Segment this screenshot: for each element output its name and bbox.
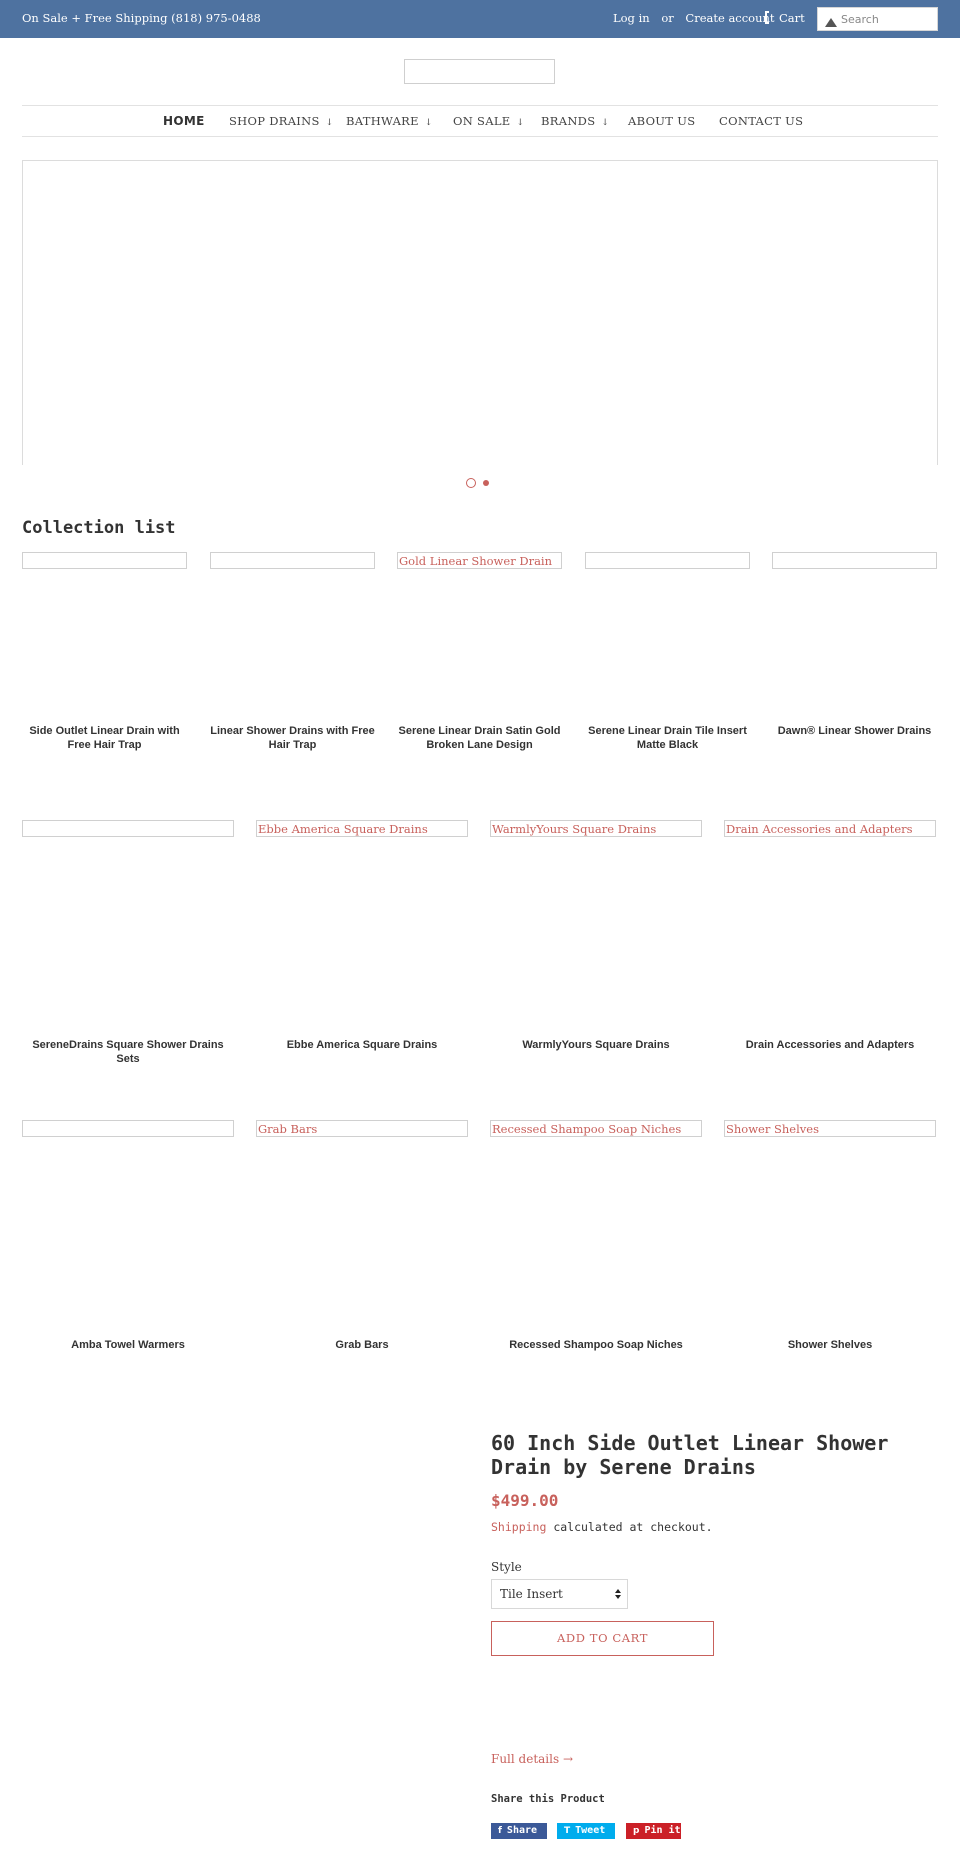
collection-title[interactable]: Side Outlet Linear Drain with Free Hair Trap [29, 725, 180, 751]
collection-image[interactable] [210, 552, 375, 569]
share-title: Share this Product [491, 1793, 605, 1805]
share-label: Share [506, 1825, 538, 1836]
shipping-link[interactable]: Shipping [491, 1520, 547, 1534]
product-title: 60 Inch Side Outlet Linear Shower Drain by Serene Drains [491, 1431, 889, 1479]
collection-image[interactable]: Gold Linear Shower Drain [397, 552, 562, 569]
account-links [613, 11, 783, 25]
collection-image[interactable]: Recessed Shampoo Soap Niches [490, 1120, 702, 1137]
login-link[interactable]: Log in [613, 11, 650, 25]
nav-item-brands[interactable]: BRANDS ↓ [541, 114, 610, 128]
or-text: or [661, 11, 674, 25]
slide-dot-1[interactable] [466, 478, 476, 488]
hero-slideshow[interactable] [22, 160, 938, 465]
nav-item-on-sale[interactable]: ON SALE ↓ [453, 114, 525, 128]
pinterest-icon: p [633, 1826, 640, 1836]
create-account-link[interactable]: Create account [685, 11, 775, 25]
collection-title[interactable]: Grab Bars [335, 1339, 389, 1351]
style-select[interactable] [491, 1579, 628, 1609]
pin-label: Pin it [644, 1825, 681, 1836]
slide-dot-2[interactable] [483, 480, 489, 486]
facebook-icon: f [498, 1826, 502, 1836]
cart-label: Cart [779, 11, 805, 25]
site-logo[interactable] [404, 59, 555, 84]
announcement-bar [0, 0, 960, 38]
collection-image[interactable]: WarmlyYours Square Drains [490, 820, 702, 837]
collection-title[interactable]: Drain Accessories and Adapters [745, 1039, 915, 1051]
collection-image[interactable]: Shower Shelves [724, 1120, 936, 1137]
share-twitter-button[interactable] [557, 1823, 615, 1839]
collection-title[interactable]: Recessed Shampoo Soap Niches [509, 1339, 683, 1351]
nav-item-bathware[interactable]: BATHWARE ↓ [346, 114, 433, 128]
collection-image[interactable] [22, 1120, 234, 1137]
collection-title[interactable]: Amba Towel Warmers [71, 1339, 185, 1351]
search-box[interactable] [817, 7, 938, 31]
cart-link[interactable] [765, 11, 805, 25]
style-label: Style [491, 1560, 522, 1574]
nav-item-contact-us[interactable]: CONTACT US [719, 114, 804, 128]
tweet-label: Tweet [575, 1825, 606, 1836]
dropdown-arrow-icon: ↓ [424, 118, 433, 128]
add-to-cart-button[interactable]: ADD TO CART [491, 1621, 714, 1656]
product-price: $499.00 [491, 1491, 559, 1510]
dropdown-arrow-icon: ↓ [325, 118, 334, 128]
collection-image[interactable]: Ebbe America Square Drains [256, 820, 468, 837]
main-nav [22, 105, 938, 137]
share-pinterest-button[interactable] [626, 1823, 681, 1839]
collection-image[interactable] [772, 552, 937, 569]
style-select-value: Tile Insert [500, 1587, 563, 1601]
search-icon[interactable] [825, 18, 837, 27]
collection-list-title: Collection list [22, 518, 176, 538]
shipping-text: calculated at checkout. [546, 1520, 713, 1534]
nav-item-about-us[interactable]: ABOUT US [628, 114, 696, 128]
collection-image[interactable] [585, 552, 750, 569]
collection-image[interactable] [22, 552, 187, 569]
share-facebook-button[interactable] [491, 1823, 547, 1839]
dropdown-arrow-icon: ↓ [516, 118, 525, 128]
collection-title[interactable]: Serene Linear Drain Tile Insert Matte Black [588, 725, 747, 751]
collection-title[interactable]: WarmlyYours Square Drains [522, 1039, 670, 1051]
collection-title[interactable]: Dawn® Linear Shower Drains [777, 725, 932, 737]
collection-title[interactable]: Linear Shower Drains with Free Hair Trap [210, 725, 375, 751]
collection-image[interactable] [22, 820, 234, 837]
search-input[interactable] [841, 11, 933, 28]
nav-item-shop-drains[interactable]: SHOP DRAINS ↓ [229, 114, 334, 128]
collection-title[interactable]: SereneDrains Square Shower Drains Sets [32, 1039, 224, 1065]
cart-icon [765, 11, 769, 24]
twitter-icon: T [564, 1826, 571, 1836]
nav-item-home[interactable]: HOME [163, 114, 205, 128]
collection-image[interactable]: Drain Accessories and Adapters [724, 820, 936, 837]
collection-title[interactable]: Shower Shelves [787, 1339, 873, 1351]
select-arrows-icon [615, 1589, 621, 1599]
collection-title[interactable]: Ebbe America Square Drains [286, 1039, 438, 1051]
full-details-link[interactable]: Full details → [491, 1752, 574, 1766]
promo-text: On Sale + Free Shipping (818) 975-0488 [22, 11, 261, 25]
collection-image[interactable]: Grab Bars [256, 1120, 468, 1137]
dropdown-arrow-icon: ↓ [601, 118, 610, 128]
collection-title[interactable]: Serene Linear Drain Satin Gold Broken Lane Design [398, 725, 561, 751]
shipping-note [491, 1520, 713, 1534]
